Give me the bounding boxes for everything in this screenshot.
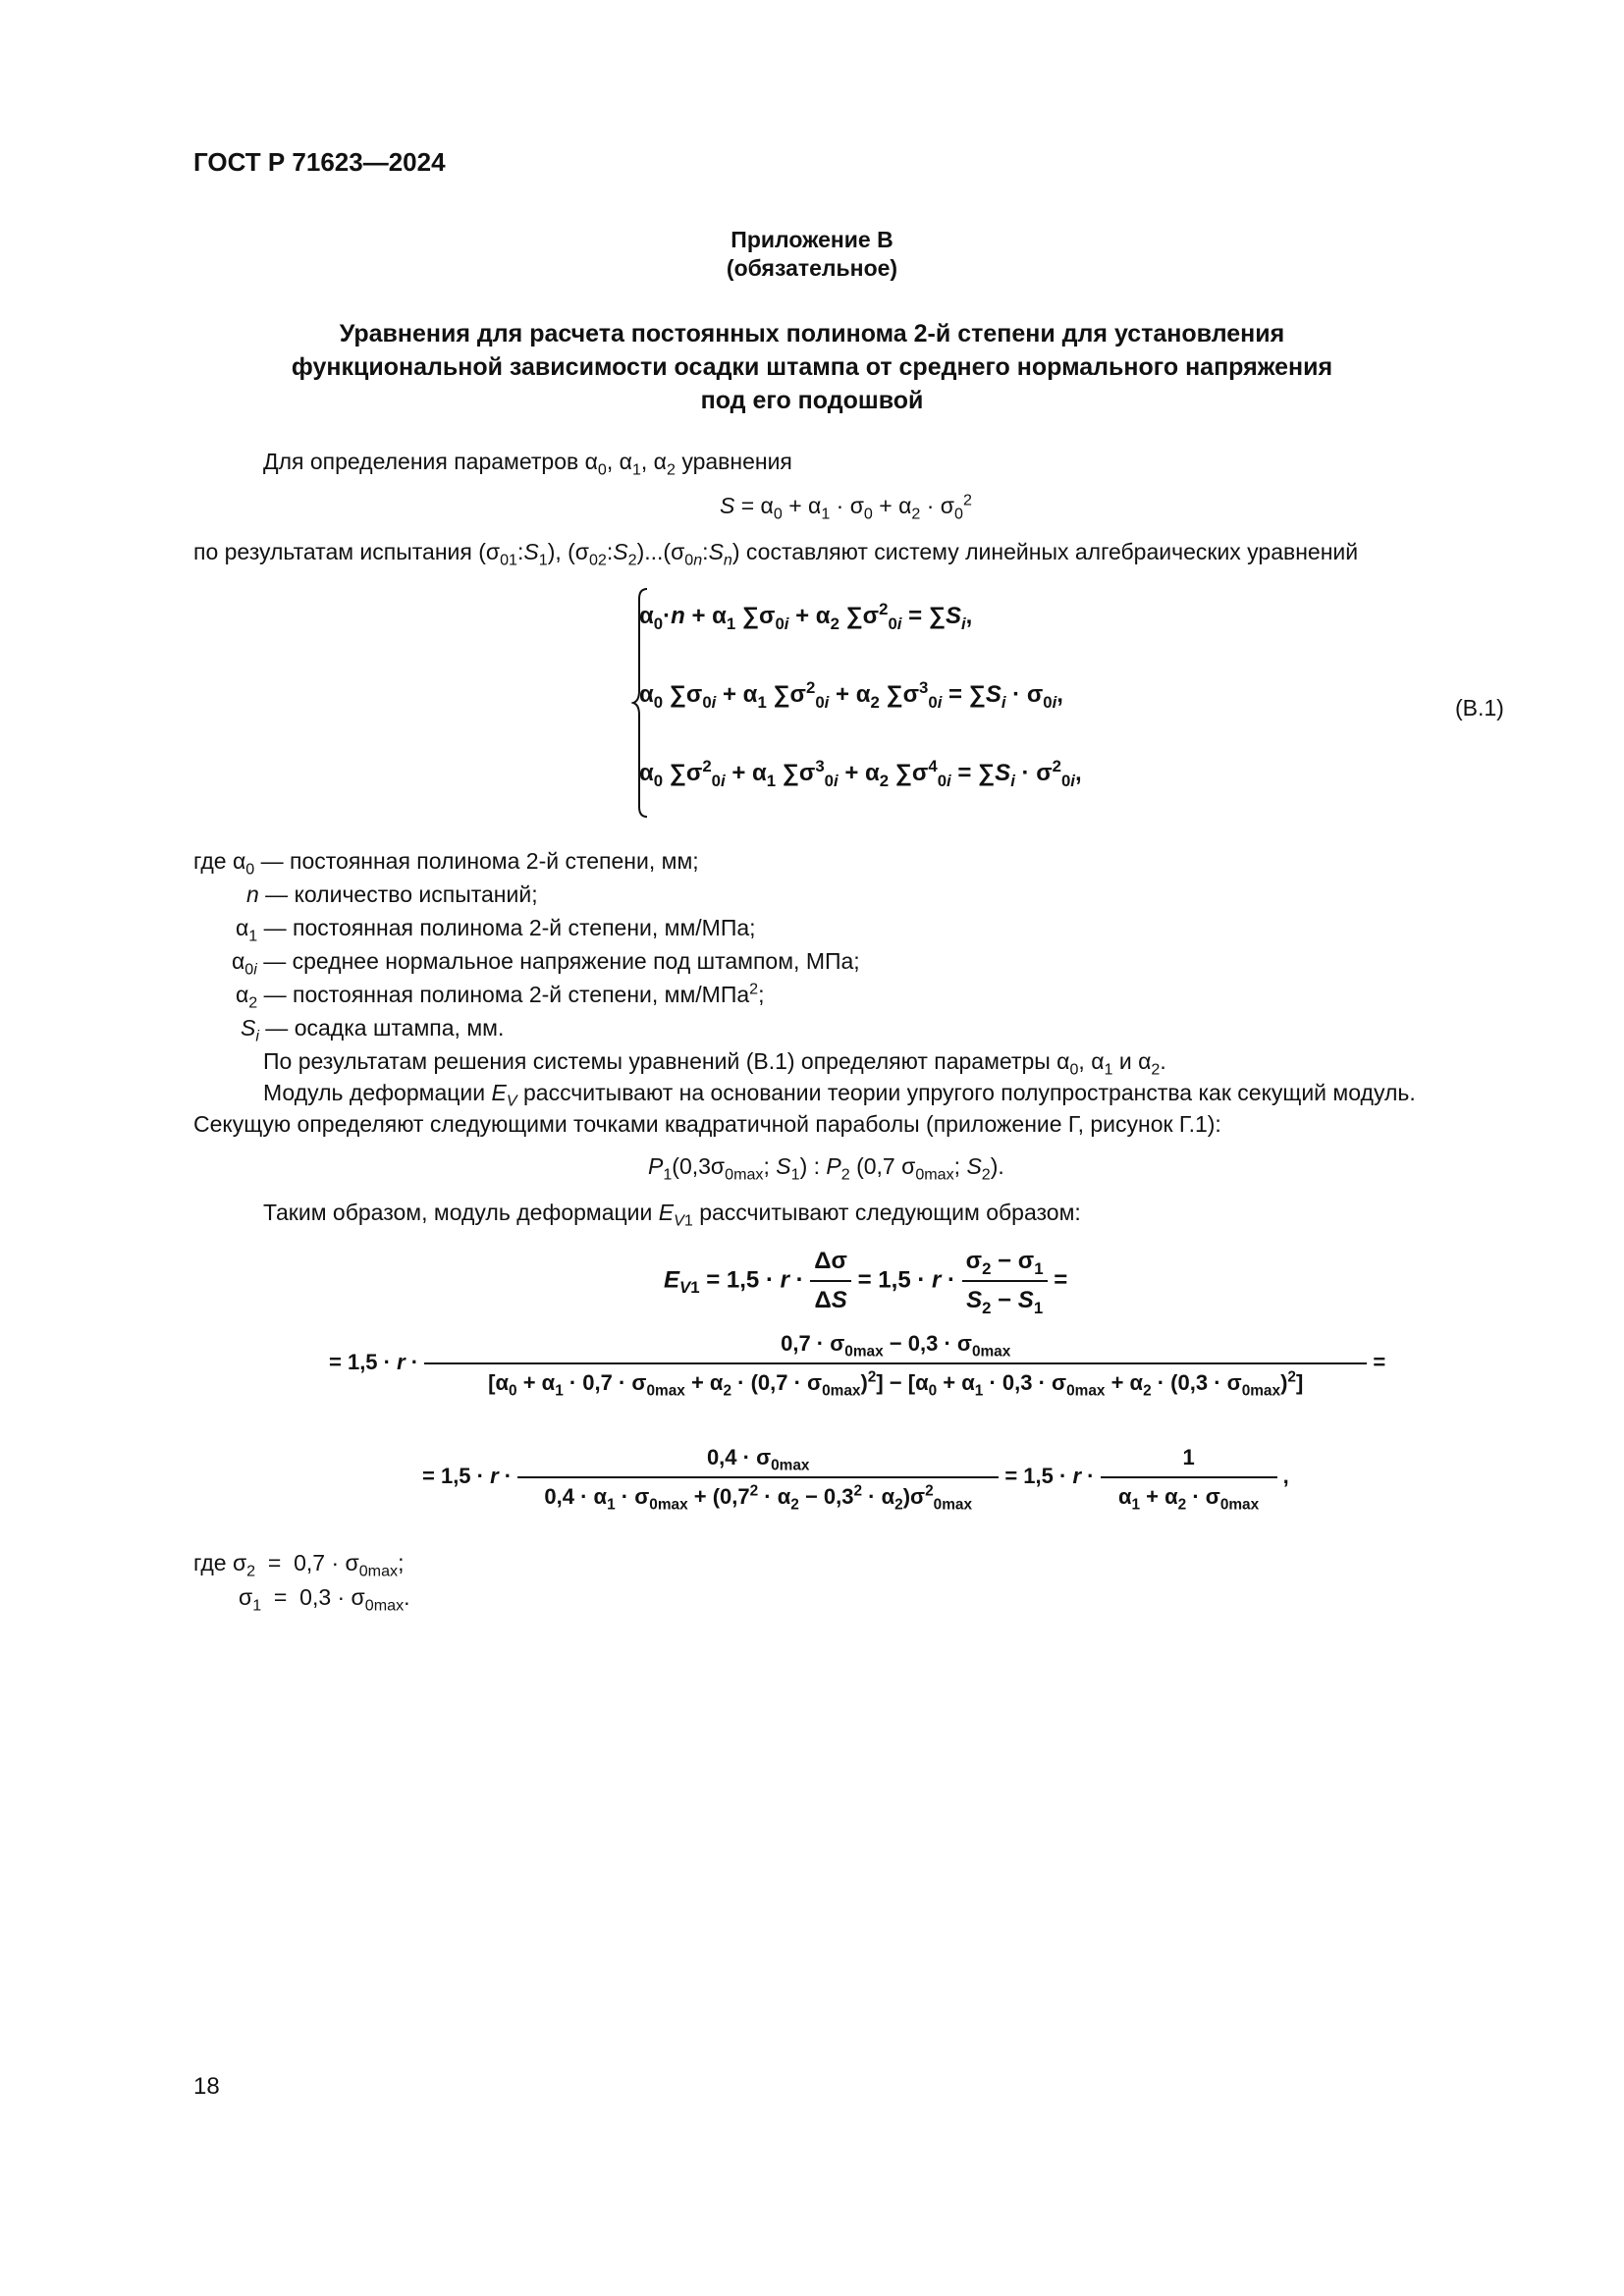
where-alpha0i: $\alpha_{0i}$ — среднее нормальное напряжение под штампом, МПа; [232, 948, 860, 979]
appendix-label: Приложение В [731, 227, 893, 252]
formula-ev1-line1: $E_{V1} = 1,5 \cdot r$ · $\frac{\Delta\sigma}{\Delta S}$ = 1,5 · r · $\frac{\sigma_2 - \sigma_1}{S_2 - S_1}$ = [664, 1245, 1067, 1317]
intro-text: Для определения параметров $\alpha_0$, $\alpha_1$, $\alpha_2$ уравнения [263, 449, 792, 479]
system-row-3: $\alpha_0$ $\sum\sigma^2_{0i} + \alpha_1$ $\sum\sigma^3_{0i} + \alpha_2$ $\sum\sigma^4_{0i} = \sum S_i \cdot \sigma^2_{0i}$, [639, 757, 1082, 790]
appendix-heading [0, 317, 1624, 417]
heading-line-1: Уравнения для расчета постоянных полинома 2-й степени для установления [339, 320, 1285, 347]
formula-ev1-line2: = 1,5 · r · $0,7 \cdot \sigma_{0max} - 0,3 \cdot \sigma_{0max}$ $[\alpha_0 + \alpha_1 \cdot 0,7 \cdot \sigma_{0max} + \alpha_2 \cdot (0,7 \cdot \sigma_{0max})^2] - [\alpha_0 + \alpha_1 \cdot 0,3 \cdot \sigma_{0max} + \alpha_2 \cdot (0,3 \cdot \sigma_{0max})^2]$ = [329, 1327, 1385, 1400]
paragraph-3: Таким образом, модуль деформации $E_{V1}$ рассчитывают следующим образом: [263, 1200, 1081, 1230]
equation-number: (В.1) [1455, 695, 1504, 721]
where-alpha2: $\alpha_2$ — постоянная полинома 2-й степени, мм/МПа$^2$; [236, 980, 765, 1012]
where2-sigma1: $\sigma_1 = 0,3 \cdot \sigma_{0max}$. [239, 1584, 410, 1615]
points-line: $P_1(0,3\sigma_{0max}$; $S_1$) : $P_2$ (0,7 $\sigma_{0max}$; $S_2$). [648, 1153, 1004, 1184]
document-header: ГОСТ Р 71623—2024 [193, 147, 446, 177]
where-alpha1: $\alpha_1$ — постоянная полинома 2-й степени, мм/МПа; [236, 915, 756, 945]
formula-ev1-line3: = 1,5 · r · $\frac{0,4 \cdot \sigma_{0max}}{0,4 \cdot \alpha_1 \cdot \sigma_{0max} + (0,7^2 \cdot \alpha_2 - 0,3^2 \cdot \alpha_2)\sigma^2_{0max}}$ = 1,5 · r · $\frac{1}{\alpha_1 + \alpha_2 \cdot \sigma_{0max}}$ , [422, 1441, 1289, 1514]
equation-system [631, 585, 1181, 821]
system-row-1: $\alpha_0\cdot n + \alpha_1$ $\sum\sigma_{0i} + \alpha_2$ $\sum\sigma^2_{0i} = \sum S_i$, [639, 600, 973, 633]
where-si: $S_i$ — осадка штампа, мм. [241, 1015, 505, 1045]
page-number: 18 [193, 2073, 220, 2100]
paragraph-2b: Секущую определяют следующими точками квадратичной параболы (приложение Г, рисунок Г.1): [193, 1111, 1221, 1137]
heading-line-3: под его подошвой [700, 387, 924, 414]
heading-line-2: функциональной зависимости осадки штампа от среднего нормального напряжения [291, 353, 1333, 381]
equation-s: $S = \alpha_0 + \alpha_1 \cdot \sigma_0 + \alpha_2 \cdot \sigma_0^2$ [720, 491, 972, 523]
where-n: n — количество испытаний; [246, 881, 538, 907]
where2-sigma2: где $\sigma_2 = 0,7 \cdot \sigma_{0max}$; [193, 1550, 405, 1580]
paragraph-2a: Модуль деформации $E_V$ рассчитывают на основании теории упругого полупространства как секущий модуль. [263, 1080, 1416, 1110]
paragraph-1: По результатам решения системы уравнений (В.1) определяют параметры $\alpha_0$, $\alpha_1$ и $\alpha_2$. [263, 1048, 1166, 1079]
appendix-status: (обязательное) [726, 255, 898, 281]
tests-line: по результатам испытания $(\sigma_{01}:S_1)$, $(\sigma_{02}:S_2)...(\sigma_{0n}:S_n)$ составляют систему линейных алгебраических уравнений [193, 539, 1359, 569]
appendix-title [0, 226, 1624, 283]
system-row-2: $\alpha_0$ $\sum\sigma_{0i} + \alpha_1$ $\sum\sigma^2_{0i} + \alpha_2$ $\sum\sigma^3_{0i} = \sum S_i \cdot \sigma_{0i}$, [639, 678, 1063, 712]
where-alpha0: где $\alpha_0$ — постоянная полинома 2-й степени, мм; [193, 848, 699, 879]
